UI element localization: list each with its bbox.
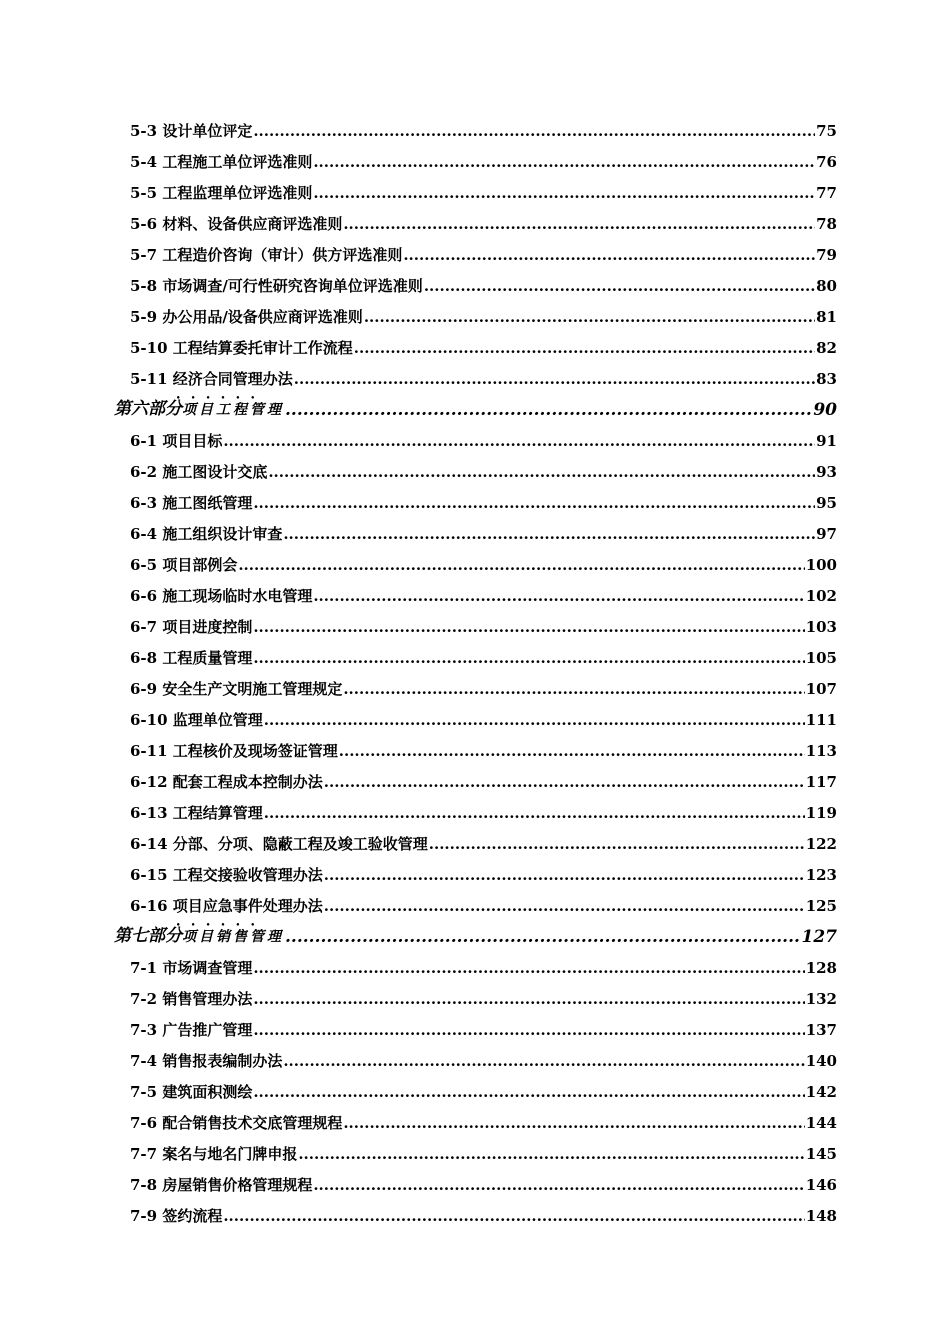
toc-page-number: 113 [805,742,837,760]
toc-entry[interactable] [130,265,837,296]
toc-page-number: 79 [816,246,837,264]
toc-entry[interactable] [130,1040,837,1071]
toc-entry[interactable] [130,792,837,823]
toc-part-heading[interactable] [114,389,837,420]
toc-page-number: 80 [816,277,837,295]
toc-entry-label: 7-4 销售报表编制办法 [130,1052,283,1070]
toc-entry-label: 6-15 工程交接验收管理办法 [130,866,323,884]
toc-page-number: 82 [816,339,837,357]
dot-leader [298,1144,804,1164]
toc-entry-label: 7-9 签约流程 [130,1207,223,1225]
dot-leader [339,741,805,761]
toc-entry[interactable] [130,141,837,172]
toc-entry-label: 6-4 施工组织设计审查 [130,525,283,543]
dot-leader [403,245,815,265]
toc-part-title: • • • 项目销售管理 [182,927,284,947]
toc-entry-label: 6-16 项目应急事件处理办法 [130,897,323,915]
dot-leader [354,338,815,358]
toc-entry-label: 6-12 配套工程成本控制办法 [130,773,323,791]
toc-entry-label: 6-14 分部、分项、隐蔽工程及竣工验收管理 [130,835,428,853]
toc-entry[interactable] [130,1102,837,1133]
toc-entry[interactable] [130,358,837,389]
toc-page-number: 127 [801,927,837,947]
toc-entry[interactable] [130,761,837,792]
dot-leader [264,803,805,823]
toc-page-number: 102 [805,587,837,605]
dot-leader [313,183,815,203]
dot-leader [424,276,815,296]
dot-leader [238,555,804,575]
dot-leader [253,1082,804,1102]
toc-page-number: 145 [805,1145,837,1163]
toc-entry[interactable] [130,1009,837,1040]
dot-leader [285,400,812,420]
toc-entry[interactable] [130,172,837,203]
toc-page-number: 97 [816,525,837,543]
dot-leader [253,958,804,978]
dot-leader [253,617,804,637]
toc-page-number: 76 [816,153,837,171]
toc-entry-label: 7-2 销售管理办法 [130,990,253,1008]
toc-page-number: 91 [816,432,837,450]
toc-entry[interactable] [130,110,837,141]
toc-entry-label: 第六部分• • • 项目工程管理 [114,399,284,420]
toc-entry[interactable] [130,823,837,854]
dot-leader [324,772,805,792]
toc-entry[interactable] [130,234,837,265]
toc-entry[interactable] [130,1195,837,1226]
toc-entry-label: 6-10 监理单位管理 [130,711,263,729]
toc-entry[interactable] [130,885,837,916]
toc-entry-label: 5-6 材料、设备供应商评选准则 [130,215,343,233]
toc-entry-label: 6-7 项目进度控制 [130,618,253,636]
dot-leader [313,1175,804,1195]
toc-page-number: 125 [805,897,837,915]
toc-part-title: • • • 项目工程管理 [182,400,284,420]
dot-leader [223,1206,804,1226]
toc-page-number: 119 [805,804,837,822]
toc-page-number: 83 [816,370,837,388]
toc-entry[interactable] [130,420,837,451]
dot-leader [253,493,815,513]
toc-page-number: 137 [805,1021,837,1039]
toc-entry-label: 6-2 施工图设计交底 [130,463,268,481]
toc-page-number: 132 [805,990,837,1008]
toc-entry[interactable] [130,451,837,482]
toc-entry[interactable] [130,575,837,606]
toc-entry-label: 7-1 市场调查管理 [130,959,253,977]
dot-leader [268,462,815,482]
dot-leader [253,1020,804,1040]
toc-entry[interactable] [130,1071,837,1102]
dot-leader [324,865,805,885]
toc-entry[interactable] [130,296,837,327]
toc-entry-label: 第七部分• • • 项目销售管理 [114,926,284,947]
toc-entry[interactable] [130,978,837,1009]
dot-leader [285,927,801,947]
toc-entry[interactable] [130,854,837,885]
toc-page-number: 77 [816,184,837,202]
toc-page-number: 105 [805,649,837,667]
dot-leader [324,896,805,916]
toc-entry[interactable] [130,668,837,699]
toc-page-number: 103 [805,618,837,636]
toc-entry[interactable] [130,327,837,358]
toc-entry-label: 7-3 广告推广管理 [130,1021,253,1039]
toc-entry-label: 5-7 工程造价咨询（审计）供方评选准则 [130,246,403,264]
toc-page-number: 128 [805,959,837,977]
toc-page-number: 75 [816,122,837,140]
toc-entry[interactable] [130,513,837,544]
toc-page-number: 107 [805,680,837,698]
toc-entry-label: 5-9 办公用品/设备供应商评选准则 [130,308,363,326]
toc-page-number: 111 [805,711,837,729]
toc-page-number: 90 [813,400,837,420]
toc-page-number: 142 [805,1083,837,1101]
toc-page-number: 146 [805,1176,837,1194]
toc-entry-label: 5-5 工程监理单位评选准则 [130,184,313,202]
toc-entry[interactable] [130,482,837,513]
toc-entry-label: 6-5 项目部例会 [130,556,238,574]
table-of-contents [114,110,837,1226]
toc-entry-label: 5-3 设计单位评定 [130,122,253,140]
dot-leader [253,121,815,141]
toc-page-number: 144 [805,1114,837,1132]
toc-entry-label: 6-13 工程结算管理 [130,804,263,822]
dot-leader [283,524,815,544]
toc-part-heading[interactable] [114,916,837,947]
toc-entry-label: 5-8 市场调查/可行性研究咨询单位评选准则 [130,277,423,295]
toc-page-number: 93 [816,463,837,481]
dot-leader [223,431,815,451]
toc-entry[interactable] [130,606,837,637]
dot-leader [253,989,804,1009]
dot-leader [294,369,815,389]
toc-entry-label: 7-7 案名与地名门牌申报 [130,1145,298,1163]
dot-leader [253,648,804,668]
toc-entry-label: 6-9 安全生产文明施工管理规定 [130,680,343,698]
dot-leader [313,586,804,606]
toc-page-number: 81 [816,308,837,326]
toc-entry[interactable] [130,730,837,761]
toc-entry-label: 5-11 经济合同管理办法 [130,370,293,388]
toc-page-number: 100 [805,556,837,574]
toc-entry-label: 5-10 工程结算委托审计工作流程 [130,339,353,357]
toc-page-number: 140 [805,1052,837,1070]
toc-page-number: 117 [805,773,837,791]
dot-leader [343,214,815,234]
toc-entry[interactable] [130,1133,837,1164]
toc-entry[interactable] [130,637,837,668]
toc-entry-label: 6-1 项目目标 [130,432,223,450]
dot-leader [343,1113,804,1133]
toc-page-number: 78 [816,215,837,233]
dot-leader [313,152,815,172]
dot-leader [429,834,805,854]
toc-entry[interactable] [130,947,837,978]
toc-entry-label: 5-4 工程施工单位评选准则 [130,153,313,171]
toc-entry[interactable] [130,1164,837,1195]
toc-entry-label: 7-6 配合销售技术交底管理规程 [130,1114,343,1132]
toc-entry[interactable] [130,203,837,234]
toc-entry-label: 6-6 施工现场临时水电管理 [130,587,313,605]
toc-entry-label: 7-8 房屋销售价格管理规程 [130,1176,313,1194]
toc-entry-label: 6-11 工程核价及现场签证管理 [130,742,338,760]
dot-leader [283,1051,804,1071]
toc-page-number: 148 [805,1207,837,1225]
toc-entry[interactable] [130,544,837,575]
dot-leader [264,710,805,730]
dot-leader [343,679,804,699]
toc-page-number: 122 [805,835,837,853]
toc-entry[interactable] [130,699,837,730]
toc-entry-label: 6-8 工程质量管理 [130,649,253,667]
toc-entry-label: 7-5 建筑面积测绘 [130,1083,253,1101]
toc-page-number: 123 [805,866,837,884]
toc-page-number: 95 [816,494,837,512]
toc-entry-label: 6-3 施工图纸管理 [130,494,253,512]
dot-leader [364,307,815,327]
